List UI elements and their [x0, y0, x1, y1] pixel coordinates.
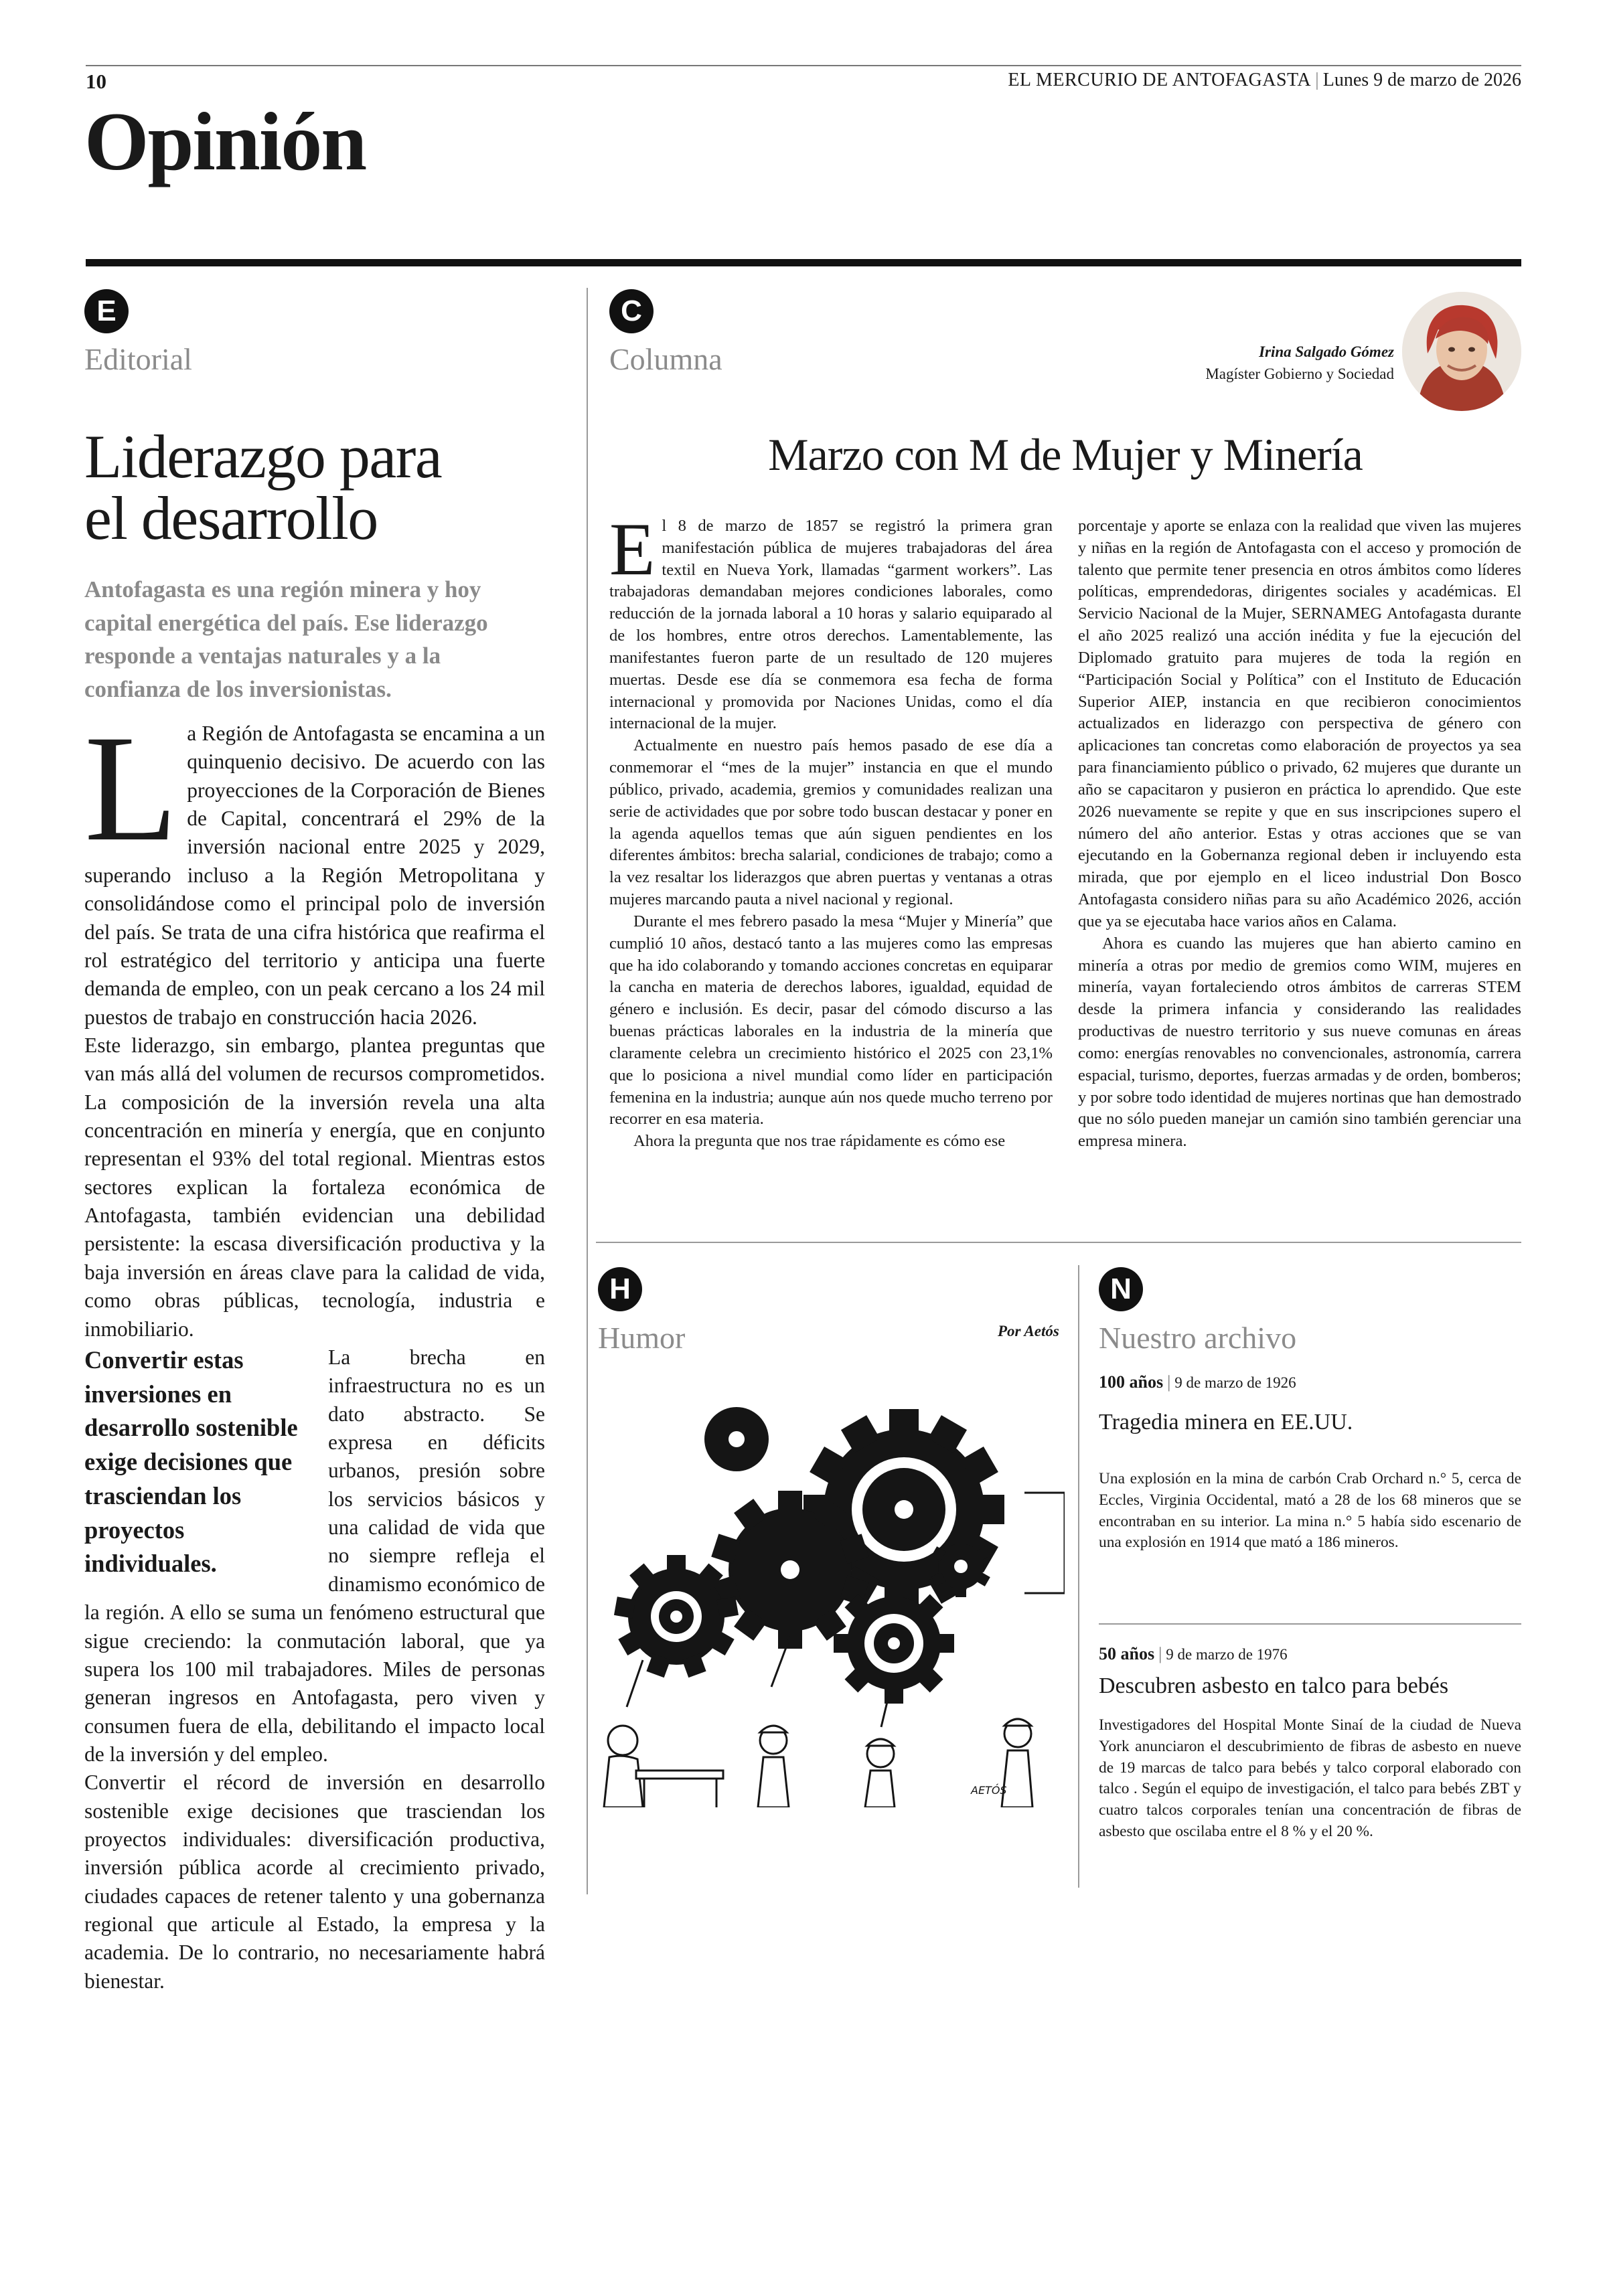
editorial-paragraph-1 [84, 704, 545, 1032]
archive-badge: N [1099, 1267, 1143, 1311]
cartoon-signature: AETÓS [971, 1784, 1007, 1797]
editorial-badge: E [84, 289, 129, 333]
top-rule [86, 65, 1521, 66]
editorial-pull-quote: Convertir estas inversiones en desarrollo sostenible exige decisiones que trasciendan los proyectos individuales. [84, 1345, 298, 1578]
column-paragraph-2: Actualmente en nuestro país hemos pasado de ese día a conmemorar el “mes de la mujer” instancia en que el mundo público, privado, academia, gremios y comunidades realizan una serie de actividades que por sobre todo buscan destacar y poner en la agenda aquellos temas que aún siguen pendientes en los diferentes ámbitos: brecha salarial, condiciones de trabajo; como a la vez resaltar los liderazgos que abren puertas y ventanas a otras mujeres marcando pauta a nivel nacional y regional. [609, 736, 1053, 909]
archive-item-1-body: Una explosión en la mina de carbón Crab Orchard n.° 5, cerca de Eccles, Virginia Occidental, mató a 28 de los 68 mineros que se encontraban en su interior. La mina n.° 5 había sido escenario de una explosión en 1914 que mató a 186 mineros. [1099, 1470, 1521, 1552]
author-title: Magíster Gobierno y Sociedad [1205, 365, 1394, 382]
column-divider-editorial [587, 288, 588, 1894]
archive-item-2-separator: | [1158, 1644, 1162, 1663]
column-drop-cap: E [609, 508, 656, 591]
column-paragraph-3: Durante el mes febrero pasado la mesa “Mujer y Minería” que cumplió 10 años, destacó tanto a las mujeres como las empresas que ha ido colaborando y tomando acciones concretas en equiparar la cancha en materia de derechos labores, igualdad, equidad de género e inclusión. Es decir, pasar del cómodo discurso a las buenas prácticas laborales en la industria de la minería que claramente celebra un crecimiento histórico el 2025 con 23,1% que lo posiciona a nivel mundial como líder en participación femenina en la industria; aunque aún nos quede mucho terreno por recorrer en esa materia. [609, 912, 1053, 1129]
archive-item-1 [1099, 1372, 1521, 1554]
section-rule [86, 259, 1521, 266]
masthead [1008, 70, 1521, 91]
author-byline [1205, 341, 1394, 385]
publication-name: EL MERCURIO DE ANTOFAGASTA [1008, 70, 1312, 90]
author-name: Irina Salgado Gómez [1259, 343, 1394, 360]
archive-item-2-body: Investigadores del Hospital Monte Sinaí de la ciudad de Nueva York anunciaron el descubrimiento de fibras de asbesto en nueve de 19 marcas de talco para bebés y talco corporal elaborado con talco . Según el equipo de investigación, el talco para bebés ZBT y cuatro talcos corporales tenían una concentración de fibras de asbesto que oscilaba entre el 8 % y el 20 %. [1099, 1716, 1521, 1841]
column-kicker: Columna [609, 342, 722, 376]
archive-item-2 [1099, 1644, 1521, 1843]
editorial-kicker: Editorial [84, 342, 192, 376]
cartoon-illustration [596, 1392, 1065, 1807]
author-avatar [1402, 292, 1521, 411]
column-paragraph-4: Ahora la pregunta que nos trae rápidamente es cómo ese [633, 1132, 1006, 1151]
archive-divider [1099, 1623, 1521, 1625]
column-badge: C [609, 289, 654, 333]
column-right-text [1078, 515, 1521, 1153]
editorial-paragraph-1-text: a Región de Antofagasta se encamina a un quinquenio decisivo. De acuerdo con las proyecciones de la Corporación de Bienes de Capital, concentrará el 29% de la inversión nacional entre 2025 y 2029, superando incluso a la Región Metropolitana y consolidándose como el principal polo de inversión del país. Se trata de una cifra histórica que reafirma el rol estratégico del territorio y anticipa una fuerte demanda de empleo, con un peak cercano a los 24 mil puestos de trabajo en construcción hacia 2026. [84, 722, 545, 1029]
editorial-body [84, 704, 545, 1995]
archive-item-2-date: 9 de marzo de 1976 [1166, 1646, 1288, 1663]
editorial-paragraph-3: La brecha en infraestructura no es un dato abstracto. Se expresa en déficits urbanos, presión sobre los servicios básicos y una calidad de vida que no siempre refleja el dinamismo económico de la región. A ello se suma un fenómeno estructural que sigue creciendo: la conmutación laboral, que ya supera los 100 mil trabajadores. Miles de personas generan ingresos en Antofagasta, pero viven y consumen fuera de ella, debilitando el impacto local de la inversión y del empleo. [84, 1345, 545, 1766]
column-divider-humor [1078, 1265, 1079, 1888]
humor-credit: Por Aetós [998, 1323, 1059, 1339]
masthead-separator: | [1315, 70, 1319, 90]
humor-badge: H [598, 1267, 642, 1311]
humor-cartoon [596, 1392, 1065, 1807]
section-title: Opinión [84, 96, 366, 187]
archive-item-1-meta [1099, 1372, 1521, 1392]
editorial-headline [84, 422, 566, 552]
author-photo [1402, 292, 1521, 411]
column-paragraph-1 [609, 508, 1053, 735]
column-bottom-rule [596, 1242, 1521, 1243]
editorial-paragraph-2: Este liderazgo, sin embargo, plantea preguntas que van más allá del volumen de recursos comprometidos. La composición de la inversión revela una alta concentración en minería y energía, que en conjunto representan el 93% del total regional. Mientras estos sectores explican la fortaleza económica de Antofagasta, también evidencian una debilidad persistente: la escasa diversificación productiva y la baja inversión en áreas clave para la calidad de vida, como obras públicas, tecnología, industria e inmobiliario. [84, 1033, 545, 1341]
editorial-headline-line2: el desarrollo [84, 484, 378, 552]
column-left-text [609, 508, 1053, 1153]
archive-item-2-years: 50 años [1099, 1644, 1155, 1663]
editorial-headline-line1: Liderazgo para [84, 422, 442, 491]
editorial-paragraph-4: Convertir el récord de inversión en desarrollo sostenible exige decisiones que trasciendan los proyectos individuales: diversificación productiva, inversión pública acorde al crecimiento privado, ciudades capaces de retener talento y una gobernanza regional que articule al Estado, la empresa y la academia. De lo contrario, no necesariamente habrá bienestar. [84, 1771, 545, 1993]
column-paragraph-6: Ahora es cuando las mujeres que han abierto camino en minería a otras por medio de gremios como WIM, mujeres en minería, vayan fortaleciendo otros ámbitos de carreras STEM desde la primera infancia y considerando las realidades productivas de nuestro territorio y sus nueve comunas en áreas como: energías renovables no convencionales, astronomía, carrera espacial, turismo, deportes, fuerzas armadas y de orden, bomberos; y por sobre todo identidad de mujeres nortinas que han demostrado que no sólo pueden manejar un camión sino también gerenciar una empresa minera. [1078, 934, 1521, 1151]
humor-kicker: Humor [598, 1321, 686, 1355]
archive-item-1-separator: | [1167, 1372, 1171, 1392]
archive-item-1-date: 9 de marzo de 1926 [1174, 1374, 1296, 1391]
editorial-drop-cap: L [84, 704, 178, 873]
archive-item-1-years: 100 años [1099, 1372, 1164, 1392]
issue-date: Lunes 9 de marzo de 2026 [1322, 70, 1521, 90]
column-paragraph-5: porcentaje y aporte se enlaza con la realidad que viven las mujeres y niñas en la región de Antofagasta con el acceso y promoción de talento que permite tener presencia en otros ámbitos como líderes políticas, emprendedoras, dirigentes sociales y académicas. El Servicio Nacional de la Mujer, SERNAMEG Antofagasta durante el año 2025 realizó una acción inédita y fue la ejecución del Diplomado gratuito para mujeres de toda la región en “Participación Social y Política” con el Instituto de Educación Superior AIEP, instancia en que recibieron conocimientos actualizados en liderazgo con perspectiva de género con aplicaciones tan concretas como elaboración de proyectos ya sea para financiamiento público o privado, 62 mujeres que durante un año se capacitaron y pusieron en práctica lo aprendido. Que este 2026 nuevamente se repite y que en sus inscripciones supero el número del año anterior. Estas y otras acciones que se van ejecutando en la Gobernanza regional deben ir incluyendo esta mirada, que por ejemplo en el liceo industrial Don Bosco Antofagasta considero niñas para su año Académico 2026, acción que ya se ejecutaba hace varios años en Calama. [1078, 517, 1521, 930]
column-paragraph-1-text: l 8 de marzo de 1857 se registró la primera gran manifestación pública de mujeres trabajadoras del área textil en Nueva York, llamadas “garment workers”. Las trabajadoras demandaban mejores condiciones laborales, como reducción de la jornada laboral a 10 horas y salario equiparado al de los hombres, entre otros derechos. Lamentablemente, las manifestantes fueron parte de un resultado de 120 mujeres muertas. Desde ese día se conmemora esa fecha de forma internacional y promovida por Naciones Unidas, como el día internacional de la mujer. [609, 517, 1053, 733]
archive-kicker: Nuestro archivo [1099, 1321, 1297, 1355]
archive-item-2-title: Descubren asbesto en talco para bebés [1099, 1673, 1449, 1698]
column-headline: Marzo con M de Mujer y Minería [768, 429, 1363, 480]
page-number: 10 [86, 70, 106, 93]
editorial-deck: Antofagasta es una región minera y hoy capital energética del país. Ese liderazgo responde a ventajas naturales y a la confianza de los inversionistas. [84, 576, 488, 703]
archive-item-2-meta [1099, 1644, 1521, 1664]
archive-item-1-title: Tragedia minera en EE.UU. [1099, 1410, 1353, 1434]
